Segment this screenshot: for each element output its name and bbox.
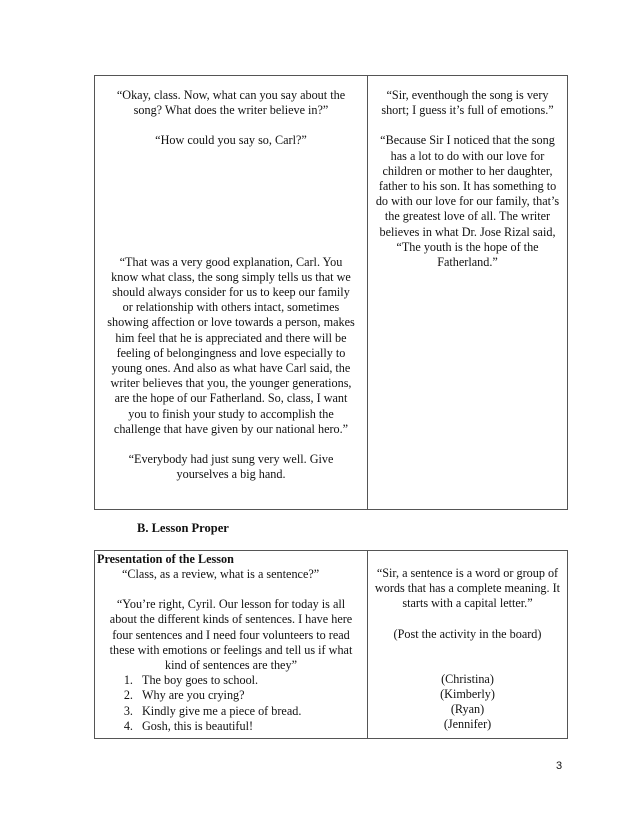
teacher-column xyxy=(95,551,368,739)
page-number: 3 xyxy=(556,760,563,772)
section-heading: B. Lesson Proper xyxy=(137,521,229,535)
teacher-explanation: “That was a very good explanation, Carl. You know what class, the song simply tells us that we should always consider for us to keep our family or relationship with others intact, sometimes showing affection or love towards a person, makes him feel that he is appreciated and there will be feeling of belongingness and love especially to young ones. And also as what have Carl said, the writer believes that you, the younger generations, are the hope of our Fatherland. So, class, I want you to finish your study to accomplish the challenge that have given by our national hero.” xyxy=(107,254,355,436)
teacher-closing: “Everybody had just sung very well. Give yourselves a big hand. xyxy=(128,452,334,482)
list-item: 4. Gosh, this is beautiful! xyxy=(136,719,367,734)
student-reason: “Because Sir I noticed that the song has a lot to do with our love for children or mother to her daughter, father to his son. It has something to do with our love for our family, that’s the greatest love of all. The writer believes in what Dr. Jose Rizal said, “The youth is the hope of the Fatherland.” xyxy=(375,133,560,270)
lesson-table xyxy=(94,550,568,739)
student-column xyxy=(368,551,568,739)
sentence-list xyxy=(95,673,367,734)
volunteer-name: (Jennifer) xyxy=(443,717,492,732)
volunteer-name: (Kimberly) xyxy=(440,687,495,702)
teacher-followup: “How could you say so, Carl?” xyxy=(155,133,307,148)
student-definition: “Sir, a sentence is a word or group of words that has a complete meaning. It starts with a capital letter.” xyxy=(374,566,561,611)
teacher-instructions: “You’re right, Cyril. Our lesson for today is all about the different kinds of sentences. I have here four sentences and I need four volunteers to read these with emotions or feelings and tell us if what kind of sentences are they” xyxy=(109,597,353,673)
section-title: Presentation of the Lesson xyxy=(97,552,234,566)
student-column xyxy=(368,76,568,510)
dialogue-table xyxy=(94,75,568,510)
list-item: 3. Kindly give me a piece of bread. xyxy=(136,704,367,719)
activity-note: (Post the activity in the board) xyxy=(393,626,542,641)
teacher-column xyxy=(95,76,368,510)
teacher-question: “Okay, class. Now, what can you say about the song? What does the writer believe in?” xyxy=(116,88,346,118)
student-answer: “Sir, eventhough the song is very short; I guess it’s full of emotions.” xyxy=(381,88,554,118)
list-item: 1. The boy goes to school. xyxy=(136,673,367,688)
list-item: 2. Why are you crying? xyxy=(136,688,367,703)
volunteer-name: (Ryan) xyxy=(450,702,485,717)
volunteer-name: (Christina) xyxy=(441,671,494,686)
teacher-review-question: “Class, as a review, what is a sentence?” xyxy=(122,567,320,581)
